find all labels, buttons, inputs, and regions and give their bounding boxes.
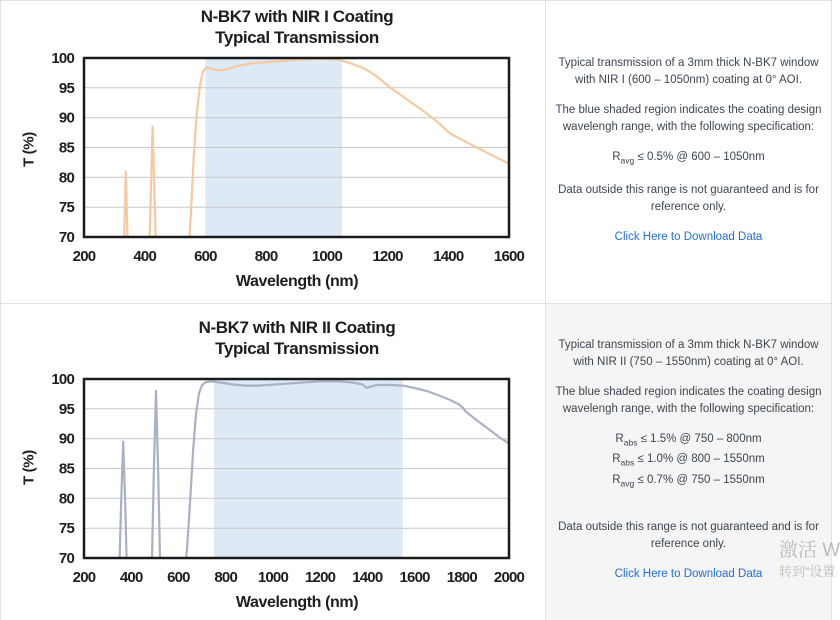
y-tick-label: 85	[58, 139, 74, 157]
x-tick-label: 600	[167, 569, 190, 586]
download-data-link[interactable]: Click Here to Download Data	[614, 567, 763, 580]
y-tick-label: 70	[58, 229, 74, 246]
x-tick-label: 800	[214, 569, 238, 586]
x-tick-label: 1200	[305, 569, 336, 586]
x-tick-label: 400	[119, 569, 143, 586]
spec-line: $R_{abs} \le 1.5\%$ @ 750 – 800nm	[615, 433, 762, 448]
y-tick-label: 100	[51, 371, 74, 388]
x-tick-label: 1000	[311, 248, 342, 265]
x-tick-label: 1200	[372, 248, 403, 265]
x-tick-label: 800	[254, 248, 278, 265]
y-tick-label: 80	[58, 169, 74, 187]
download-data-link[interactable]: Click Here to Download Data	[614, 231, 763, 244]
x-axis-label: Wavelength (nm)	[235, 594, 359, 611]
x-tick-label: 600	[194, 248, 217, 265]
y-tick-label: 85	[58, 460, 74, 478]
y-tick-label: 80	[58, 490, 74, 508]
spec-list	[554, 149, 823, 169]
y-axis-label: T (%)	[20, 450, 38, 485]
info-paragraph: Typical transmission of a 3mm thick N-BK7 window with NIR II (750 – 1550nm) coating at 0° AOI.	[558, 339, 819, 368]
spec-list	[554, 431, 823, 492]
info-paragraph: The blue shaded region indicates the coating design wavelengh range, with the following specification:	[555, 104, 822, 133]
x-tick-label: 1800	[446, 569, 477, 586]
x-tick-label: 1400	[352, 569, 383, 586]
x-tick-label: 1000	[257, 569, 288, 586]
watermark-line2: 转到“设置	[779, 564, 836, 579]
y-tick-label: 90	[58, 430, 74, 448]
spec-line: $R_{avg} \le 0.7\%$ @ 750 – 1550nm	[612, 473, 765, 488]
spec-line: $R_{abs} \le 1.0\%$ @ 800 – 1550nm	[612, 453, 765, 468]
y-tick-label: 90	[58, 109, 74, 127]
watermark-line1: 激活 W	[779, 540, 840, 561]
x-axis-label: Wavelength (nm)	[235, 273, 359, 290]
info-panel-nir2	[545, 303, 831, 620]
chart-title-line1: N-BK7 with NIR I Coating	[200, 7, 394, 26]
chart-panel-nir2	[1, 303, 545, 620]
chart-title	[85, 6, 509, 48]
y-tick-label: 75	[58, 199, 74, 217]
chart-title-line1: N-BK7 with NIR II Coating	[198, 318, 396, 337]
x-tick-label: 400	[133, 248, 157, 265]
y-tick-label: 75	[58, 520, 74, 538]
y-tick-label: 95	[58, 400, 74, 418]
chart-title-line2: Typical Transmission	[215, 28, 379, 47]
y-tick-label: 70	[58, 550, 74, 567]
y-tick-label: 100	[51, 50, 74, 67]
info-paragraph: The blue shaded region indicates the coating design wavelengh range, with the following specification:	[555, 386, 822, 415]
x-tick-label: 1400	[433, 248, 464, 265]
transmission-chart-nir2	[1, 369, 545, 591]
chart-title-line2: Typical Transmission	[215, 339, 379, 358]
x-tick-label: 1600	[493, 248, 525, 265]
y-tick-label: 95	[58, 79, 74, 97]
spec-line: $R_{avg} \le 0.5\%$ @ 600 – 1050nm	[612, 151, 765, 166]
info-paragraph: Data outside this range is not guaranteed and is for reference only.	[558, 520, 819, 550]
x-tick-label: 200	[72, 248, 96, 265]
info-paragraph: Data outside this range is not guaranteed and is for reference only.	[558, 184, 819, 214]
x-tick-label: 2000	[493, 569, 525, 586]
x-tick-label: 1600	[399, 569, 430, 586]
info-panel-nir1	[545, 1, 831, 303]
info-paragraph: Typical transmission of a 3mm thick N-BK7 window with NIR I (600 – 1050nm) coating at 0° AOI.	[558, 57, 819, 86]
chart-title	[85, 317, 509, 359]
x-tick-label: 200	[72, 569, 96, 586]
chart-panel-nir1	[1, 1, 545, 303]
transmission-chart-nir1	[1, 48, 545, 270]
y-axis-label: T (%)	[20, 132, 38, 167]
